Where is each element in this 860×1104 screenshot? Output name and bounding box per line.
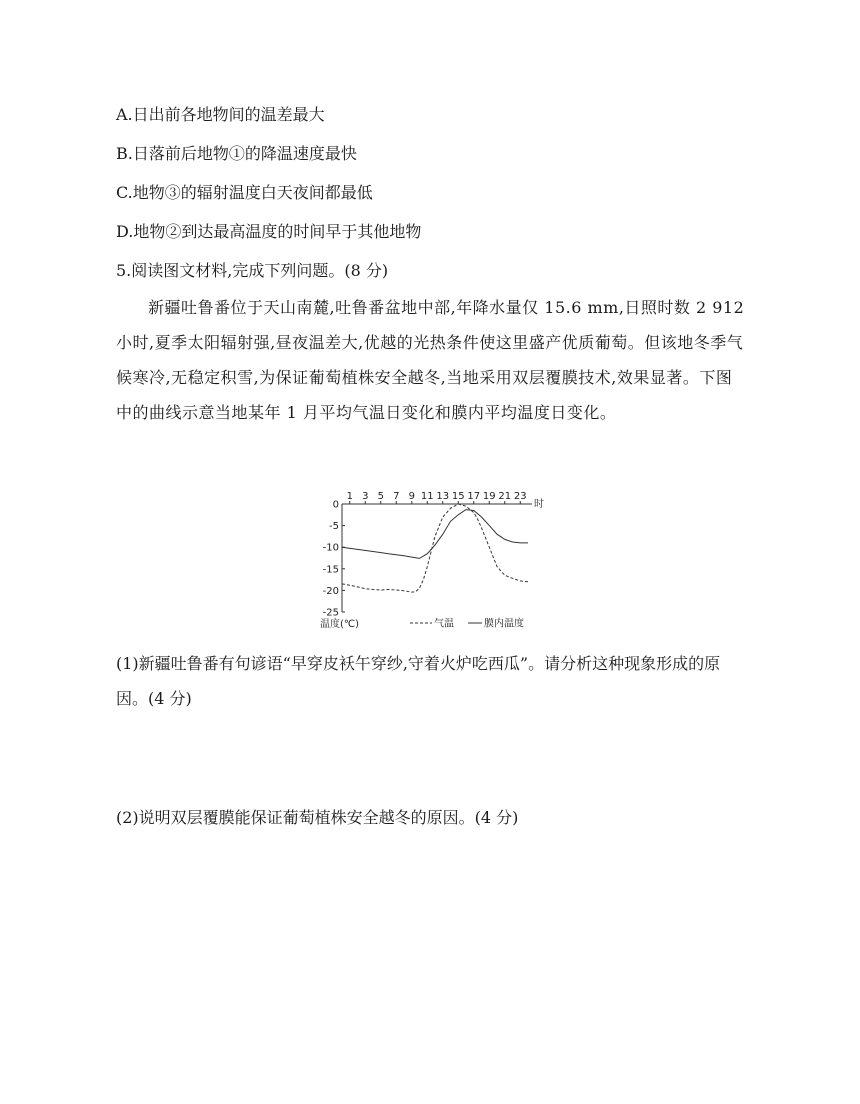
chart-ticks — [320, 491, 544, 630]
chart-legend — [410, 617, 524, 630]
x-tick-label: 7 — [393, 491, 400, 502]
x-tick-label: 17 — [467, 491, 481, 502]
series-line-1 — [342, 510, 528, 559]
y-tick-label: -5 — [329, 521, 339, 533]
x-tick-label: 13 — [436, 491, 450, 502]
x-tick-label: 21 — [498, 491, 512, 502]
x-tick-label: 15 — [451, 491, 465, 502]
y-tick-label: -20 — [322, 585, 339, 597]
x-tick-label: 19 — [482, 491, 496, 502]
chart-axes — [342, 504, 532, 612]
y-tick-label: -10 — [322, 542, 339, 554]
chart-series — [342, 504, 528, 592]
series-line-0 — [342, 504, 528, 592]
y-tick-label: -25 — [322, 607, 339, 619]
question-5-sub-2: (2)说明双层覆膜能保证葡萄植株安全越冬的原因。(4 分) — [116, 808, 519, 827]
option-a: A.日出前各地物间的温差最大 — [116, 105, 325, 124]
legend-label-1: 膜内温度 — [484, 618, 524, 630]
option-b: B.日落前后地物①的降温速度最快 — [116, 144, 357, 163]
temperature-chart — [318, 488, 558, 636]
x-tick-label: 3 — [362, 491, 369, 502]
y-tick-label: 0 — [332, 499, 339, 511]
option-d: D.地物②到达最高温度的时间早于其他地物 — [116, 222, 422, 241]
x-tick-label: 1 — [346, 491, 353, 502]
y-axis-label: 温度(℃) — [320, 619, 360, 630]
question-5-material: 新疆吐鲁番位于天山南麓,吐鲁番盆地中部,年降水量仅 15.6 mm,日照时数 2 912 小时,夏季太阳辐射强,昼夜温差大,优越的光热条件使这里盛产优质葡萄。但该地冬季气候寒冷,无稳定积雪,为保证葡萄植株安全越冬,当地采用双层覆膜技术,效果显著。下图中的曲线示意当地某年 1 月平均气温日变化和膜内平均温度日变化。 — [116, 298, 745, 422]
x-tick-label: 5 — [377, 491, 384, 502]
question-5-heading: 5.阅读图文材料,完成下列问题。(8 分) — [116, 261, 389, 280]
x-tick-label: 11 — [420, 491, 434, 502]
option-c: C.地物③的辐射温度白天夜间都最低 — [116, 183, 373, 202]
x-tick-label: 23 — [513, 491, 527, 502]
legend-label-0: 气温 — [434, 618, 454, 630]
y-tick-label: -15 — [322, 564, 339, 576]
x-axis-label: 时 — [534, 499, 544, 510]
question-5-sub-1: (1)新疆吐鲁番有句谚语“早穿皮袄午穿纱,守着火炉吃西瓜”。请分析这种现象形成的原因。(4 分) — [116, 654, 721, 708]
x-tick-label: 9 — [408, 491, 415, 502]
